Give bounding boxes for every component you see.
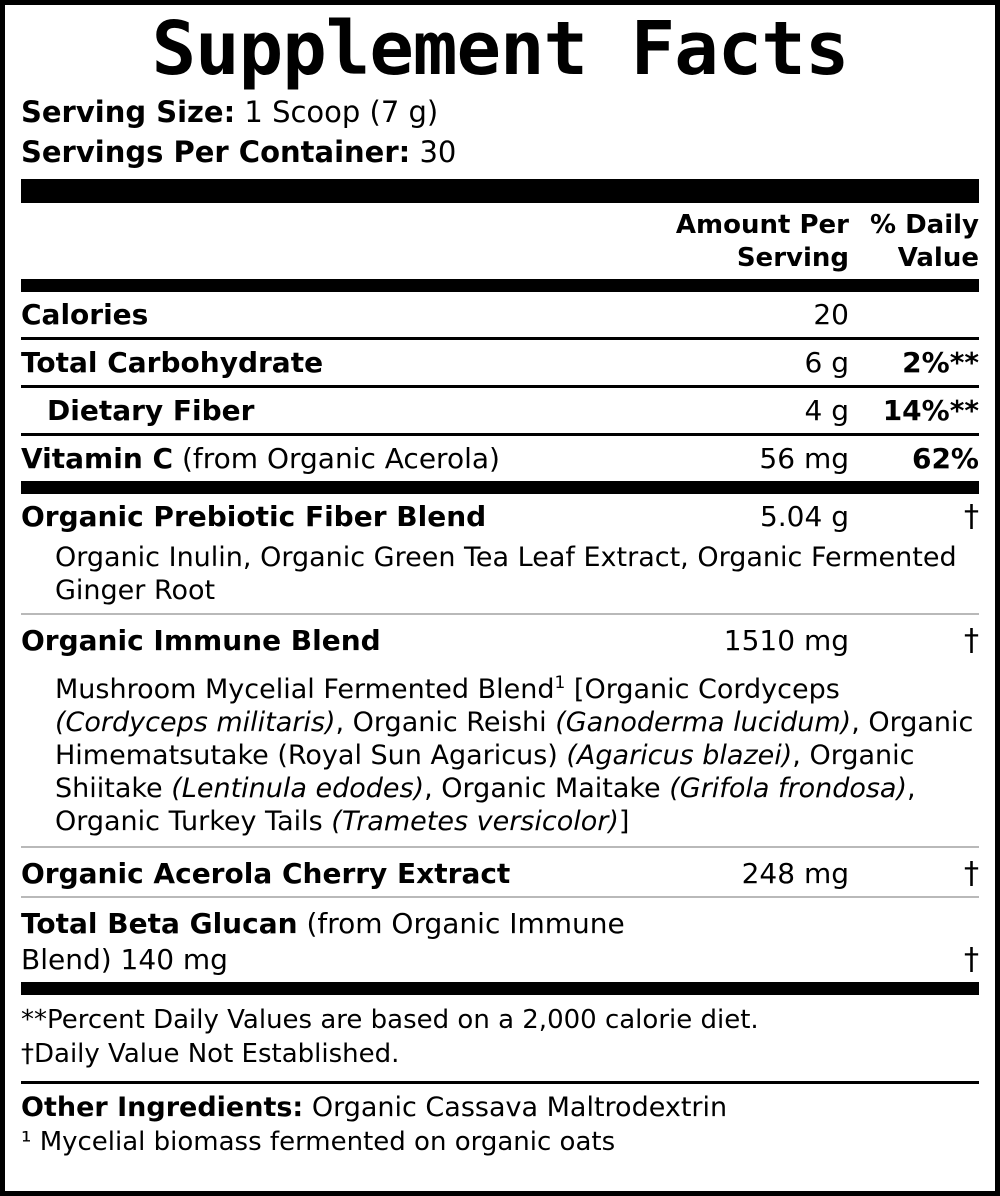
- servings-per-container-line: [21, 133, 979, 171]
- footnote-daily-values: **Percent Daily Values are based on a 2,000 calorie diet.: [21, 1005, 759, 1035]
- nutrient-daily-value: †: [964, 942, 979, 977]
- nutrient-daily-value: 62%: [911, 442, 979, 475]
- nutrient-row-acerola-cherry-extract: [21, 848, 979, 896]
- nutrient-name: Organic Acerola Cherry Extract: [21, 857, 511, 890]
- nutrient-name: Vitamin C: [21, 442, 174, 475]
- nutrient-row-calories: [21, 292, 979, 337]
- blend-name: Organic Immune Blend: [21, 624, 381, 657]
- nutrient-row-total-beta-glucan: [21, 898, 979, 982]
- nutrient-name: Dietary Fiber: [47, 394, 255, 427]
- blend-daily-value: †: [964, 623, 979, 658]
- blend-name: Organic Prebiotic Fiber Blend: [21, 500, 487, 533]
- servings-per-container-label: Servings Per Container:: [21, 135, 411, 169]
- nutrient-name-source: (from Organic Acerola): [173, 442, 500, 475]
- other-ingredients-line: [21, 1090, 979, 1125]
- page-title: Supplement Facts: [151, 6, 849, 92]
- divider-medium-footnotes: [21, 982, 979, 995]
- serving-size-label: Serving Size:: [21, 95, 236, 129]
- nutrient-amount: 56 mg: [759, 442, 849, 475]
- other-ingredients-label: Other Ingredients:: [21, 1092, 304, 1123]
- nutrient-daily-value: 14%**: [882, 394, 979, 427]
- nutrient-name: Calories: [21, 298, 149, 331]
- nutrient-amount: 6 g: [804, 346, 849, 379]
- serving-size-value: 1 Scoop (7 g): [244, 95, 439, 129]
- blend-amount: 5.04 g: [759, 500, 849, 533]
- nutrient-row-total-carbohydrate: [21, 340, 979, 385]
- nutrient-daily-value: †: [964, 856, 979, 891]
- footnote-mycelial-biomass: ¹ Mycelial biomass fermented on organic oats: [21, 1127, 616, 1157]
- divider-medium-blends: [21, 481, 979, 494]
- divider-thick-top: [21, 179, 979, 203]
- nutrient-amount: 20: [813, 298, 849, 331]
- nutrient-name-detail: (from Organic Immune Blend) 140 mg: [21, 907, 625, 976]
- other-ingredients-value: Organic Cassava Maltrodextrin: [311, 1092, 728, 1123]
- column-header-daily-value: % Daily Value: [869, 210, 979, 273]
- footnote-dagger: †Daily Value Not Established.: [21, 1039, 400, 1069]
- nutrient-row-vitamin-c: [21, 436, 979, 481]
- serving-size-line: [21, 93, 979, 131]
- blend-row-prebiotic-fiber: [21, 494, 979, 539]
- nutrient-amount: 4 g: [804, 394, 849, 427]
- blend-description-prebiotic-fiber: Organic Inulin, Organic Green Tea Leaf Extract, Organic Fermented Ginger Root: [55, 542, 957, 606]
- nutrient-row-dietary-fiber: [21, 388, 979, 433]
- blend-row-immune: [21, 615, 979, 663]
- nutrient-amount: 248 mg: [741, 857, 849, 890]
- blend-amount: 1510 mg: [723, 624, 849, 657]
- footnote-marker: 1: [554, 673, 566, 693]
- divider-medium-under-headers: [21, 279, 979, 292]
- column-headers: [21, 203, 979, 279]
- nutrient-daily-value: 2%**: [902, 346, 979, 379]
- nutrient-name: Total Beta Glucan: [21, 907, 298, 940]
- blend-daily-value: †: [964, 499, 979, 534]
- servings-per-container-value: 30: [419, 135, 457, 169]
- column-header-amount: Amount Per Serving: [675, 210, 849, 273]
- nutrient-name: Total Carbohydrate: [21, 346, 324, 379]
- blend-description-immune: Mushroom Mycelial Fermented Blend$^1$ [Organic Cordyceps (Cordyceps militaris), Organic Reishi (Ganoderma lucidum), Organic Himematsutake (Royal Sun Agaricus) (Agaricus blazei), Organic Shiitake (Lentinula edodes), Organic Maitake (Grifola frondosa), Organic Turkey Tails (Trametes versicolor)]: [55, 673, 974, 837]
